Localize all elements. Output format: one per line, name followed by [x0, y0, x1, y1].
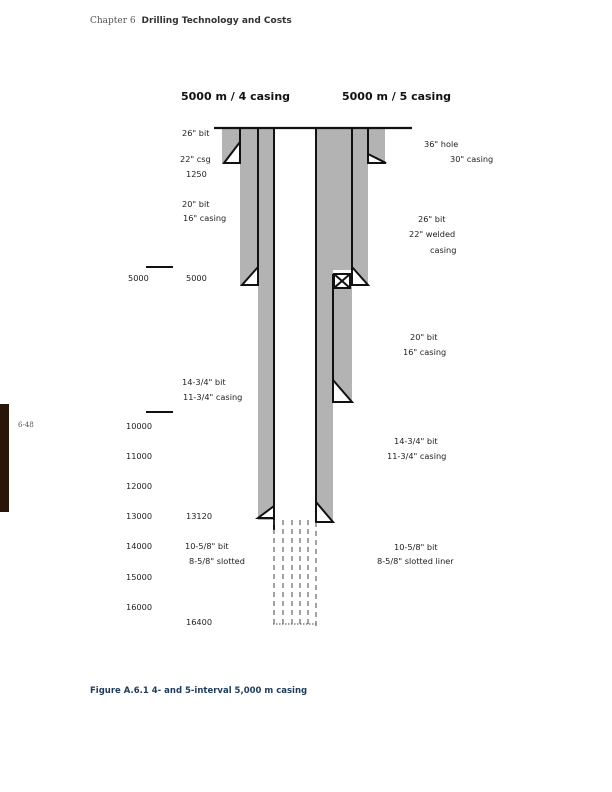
left-label-13120: 13120: [186, 511, 213, 521]
depth-10000: 10000: [126, 421, 153, 431]
depth-12000: 12000: [126, 481, 153, 491]
depth-11000: 11000: [126, 451, 153, 461]
depth-15000: 15000: [126, 572, 153, 582]
page-number: 6-48: [18, 421, 34, 429]
slotted-liner: [273, 520, 318, 628]
left-label-22-csg: 22" csg: [180, 154, 211, 164]
left-label-16-casing: 16" casing: [183, 213, 227, 223]
depth-16000: 16000: [126, 602, 153, 612]
right-label-16-casing: 16" casing: [403, 347, 447, 357]
depth-14000: 14000: [126, 541, 153, 551]
left-label-10-5-8-bit: 10-5/8" bit: [185, 541, 229, 551]
left-diagram-title: 5000 m / 4 casing: [181, 90, 291, 103]
left-label-11-3-4-casing: 11-3/4" casing: [183, 392, 243, 402]
left-label-8-5-8-slotted: 8-5/8" slotted: [189, 556, 245, 566]
right-label-10-5-8-bit: 10-5/8" bit: [394, 542, 438, 552]
left-label-14-3-4-bit: 14-3/4" bit: [182, 377, 226, 387]
left-label-1250: 1250: [186, 169, 207, 179]
right-label-20-bit: 20" bit: [410, 332, 438, 342]
right-diagram-title: 5000 m / 5 casing: [342, 90, 452, 103]
depth-13000: 13000: [126, 511, 153, 521]
left-label-26-bit: 26" bit: [182, 128, 210, 138]
right-label-11-3-4-casing: 11-3/4" casing: [387, 451, 447, 461]
liner-hanger-icon: [334, 274, 350, 288]
left-label-16400: 16400: [186, 617, 213, 627]
right-label-30-casing: 30" casing: [450, 154, 494, 164]
left-label-5000: 5000: [186, 273, 207, 283]
right-label-36-hole: 36" hole: [424, 139, 459, 149]
chapter-title: Drilling Technology and Costs: [141, 16, 292, 26]
left-label-20-bit: 20" bit: [182, 199, 210, 209]
annulus-fill: [222, 128, 385, 520]
right-label-casing: casing: [430, 245, 457, 255]
right-label-8-5-8-slotted-liner: 8-5/8" slotted liner: [377, 556, 454, 566]
figure-caption: Figure A.6.1 4- and 5-interval 5,000 m casing: [90, 686, 308, 696]
depth-markers: [146, 267, 173, 412]
right-label-26-bit: 26" bit: [418, 214, 446, 224]
depth-5000: 5000: [128, 273, 149, 283]
right-label-14-3-4-bit: 14-3/4" bit: [394, 436, 438, 446]
right-label-22-welded: 22" welded: [409, 229, 456, 239]
chapter-number: Chapter 6: [90, 16, 136, 26]
